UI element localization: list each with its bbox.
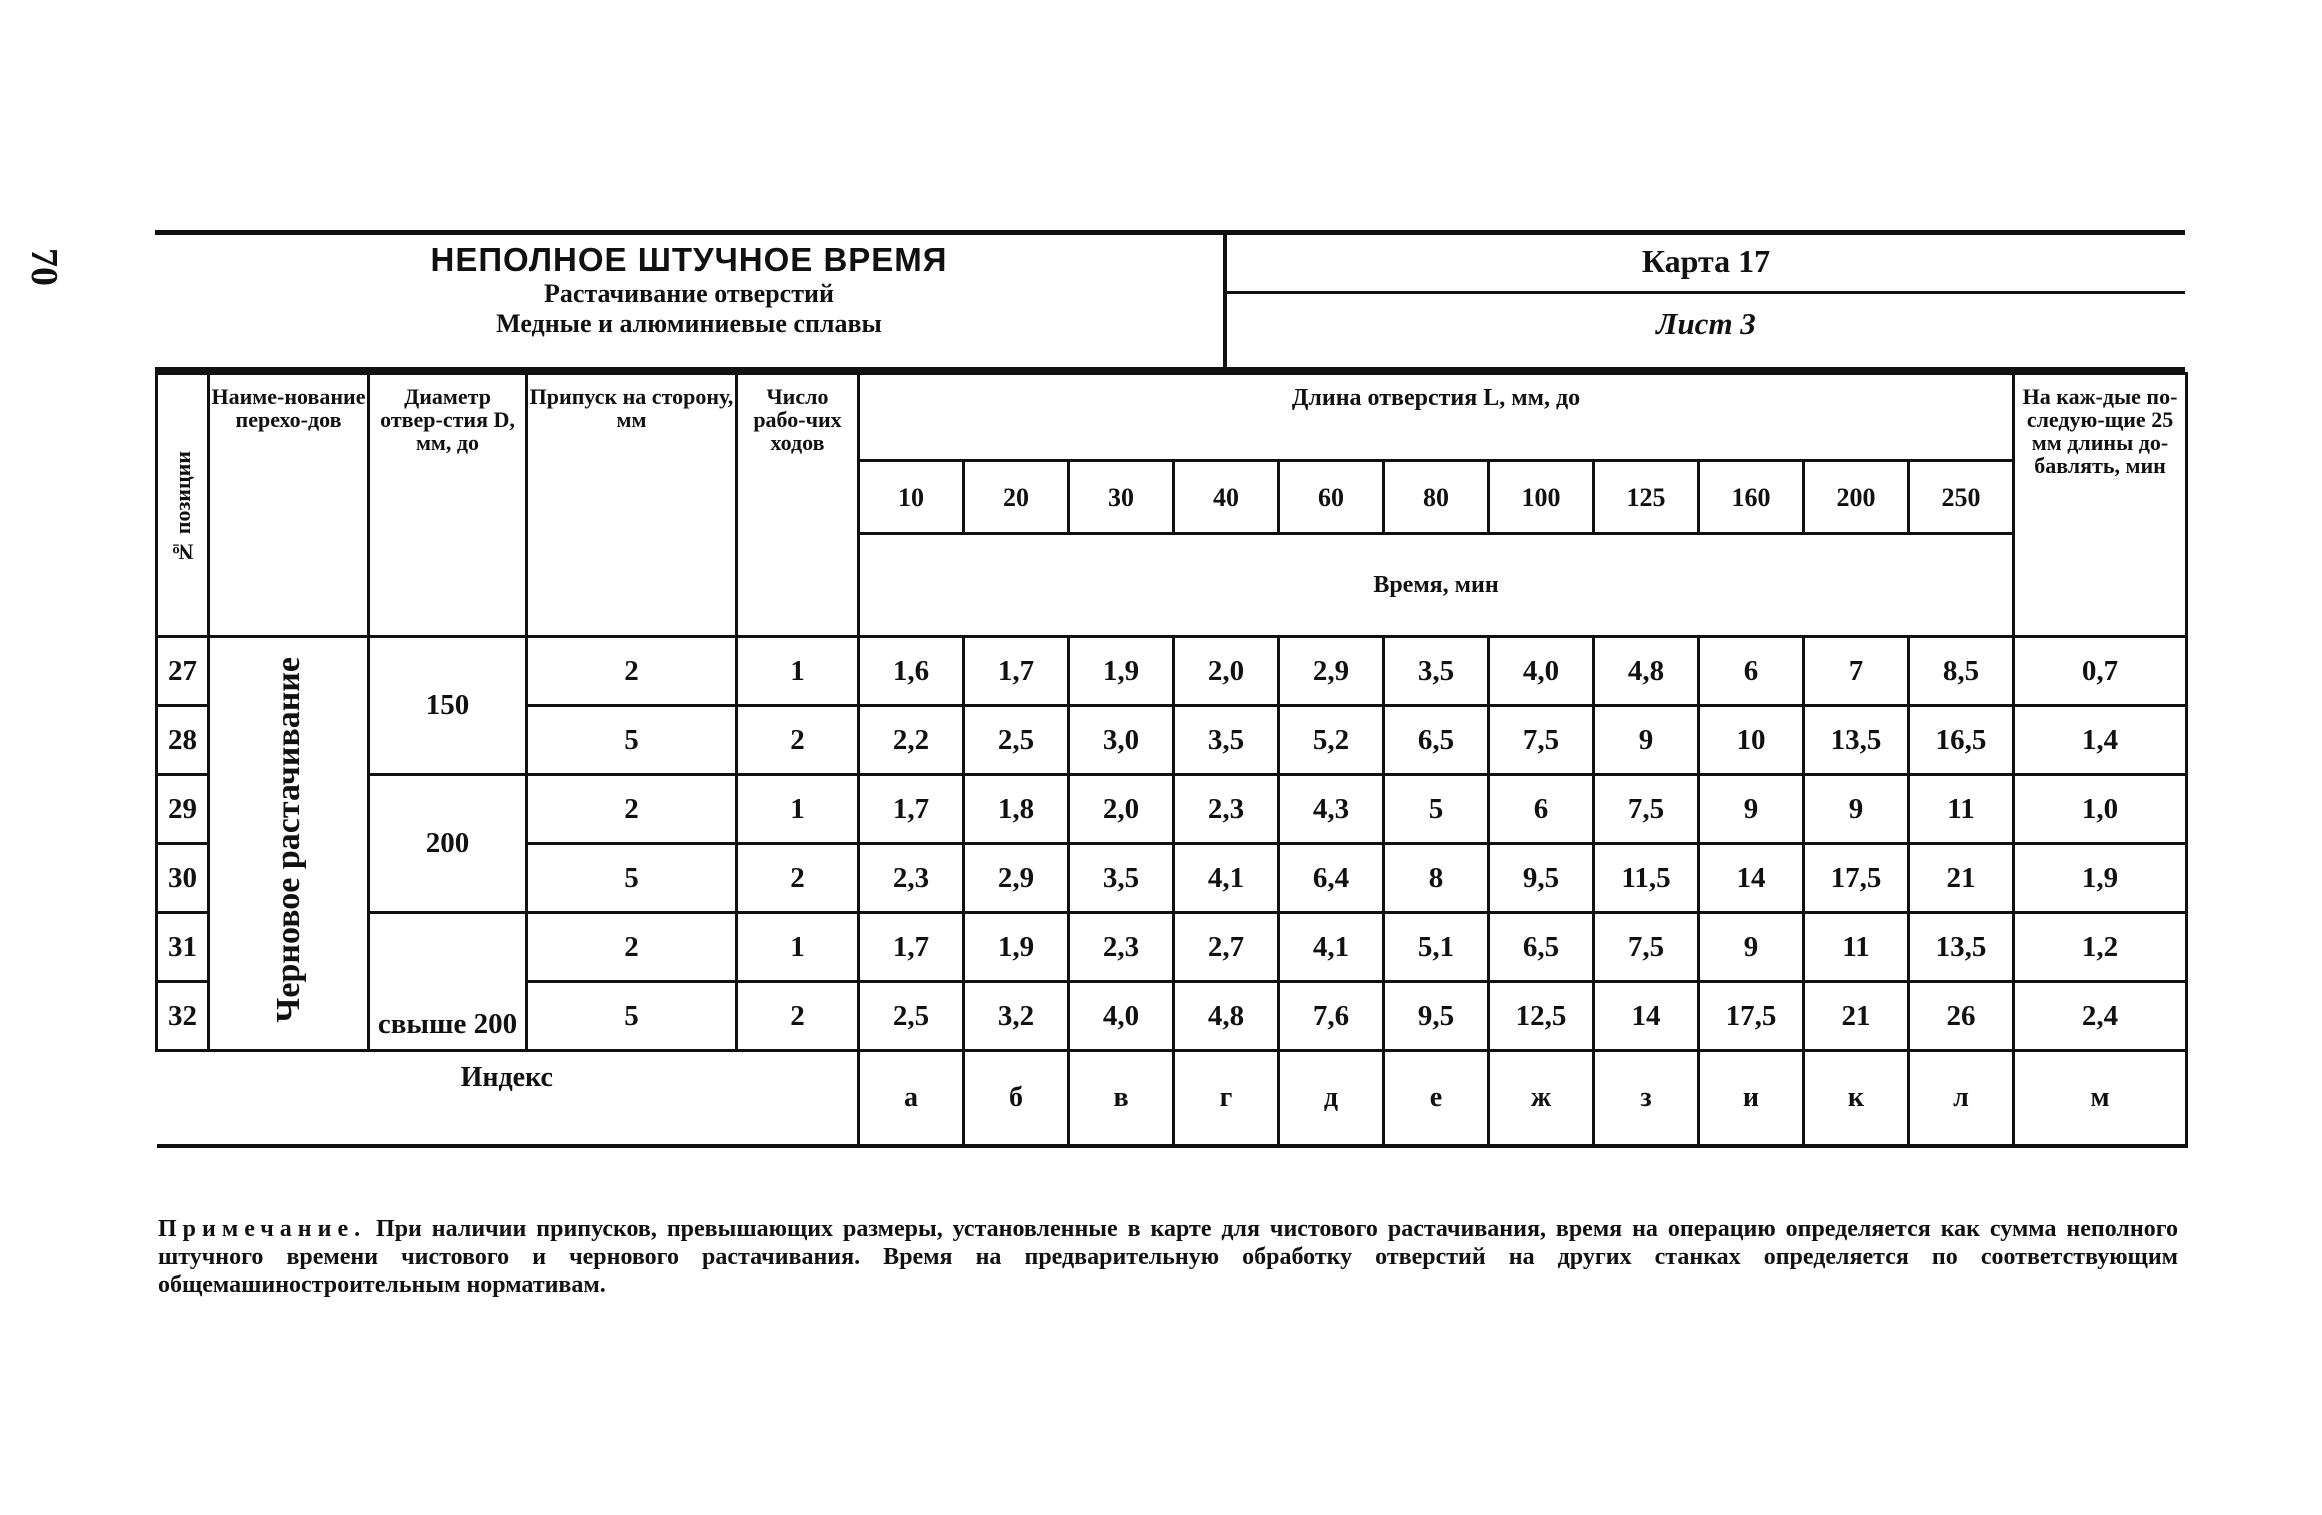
index-row <box>157 1051 2187 1147</box>
time-cell: 9,5 <box>1489 844 1594 913</box>
time-cell: 11 <box>1909 775 2014 844</box>
time-cell: 4,0 <box>1489 637 1594 706</box>
time-cell: 2,3 <box>1069 913 1174 982</box>
footnote <box>158 1215 2178 1299</box>
index-letter: м <box>2014 1051 2187 1147</box>
material-subtitle: Медные и алюминиевые сплавы <box>496 309 882 338</box>
allowance-cell: 5 <box>527 982 737 1051</box>
norm-card <box>155 230 2185 1148</box>
time-cell: 4,8 <box>1174 982 1279 1051</box>
time-cell: 13,5 <box>1909 913 2014 982</box>
header-length: Длина отверстия L, мм, до <box>859 374 2014 461</box>
time-cell: 2,2 <box>859 706 964 775</box>
sheet-number: Лист 3 <box>1656 306 1756 341</box>
time-cell: 1,7 <box>859 775 964 844</box>
time-cell: 6,5 <box>1384 706 1489 775</box>
time-cell: 16,5 <box>1909 706 2014 775</box>
allowance-cell: 5 <box>527 706 737 775</box>
time-cell: 6 <box>1489 775 1594 844</box>
position-cell: 27 <box>157 637 209 706</box>
time-table <box>155 372 2188 1148</box>
length-value-200: 200 <box>1804 461 1909 534</box>
extra-time-cell: 0,7 <box>2014 637 2187 706</box>
length-value-20: 20 <box>964 461 1069 534</box>
length-value-80: 80 <box>1384 461 1489 534</box>
index-letter: в <box>1069 1051 1174 1147</box>
time-cell: 21 <box>1804 982 1909 1051</box>
index-label: Индекс <box>157 1051 859 1147</box>
length-value-100: 100 <box>1489 461 1594 534</box>
time-cell: 14 <box>1699 844 1804 913</box>
passes-cell: 2 <box>737 706 859 775</box>
header-position: № позиции <box>157 374 209 637</box>
time-cell: 8,5 <box>1909 637 2014 706</box>
diameter-cell: свыше 200 <box>369 913 527 1051</box>
time-cell: 6 <box>1699 637 1804 706</box>
index-letter: д <box>1279 1051 1384 1147</box>
header-passes: Число рабо-чих ходов <box>737 374 859 637</box>
time-cell: 2,0 <box>1174 637 1279 706</box>
card-number: Карта 17 <box>1227 235 2185 294</box>
time-cell: 5,1 <box>1384 913 1489 982</box>
time-cell: 9 <box>1594 706 1699 775</box>
passes-cell: 2 <box>737 844 859 913</box>
header-extra: На каж-дые по-следую-щие 25 мм длины до-бавлять, мин <box>2014 374 2187 637</box>
index-letter: к <box>1804 1051 1909 1147</box>
diameter-cell: 200 <box>369 775 527 913</box>
length-value-60: 60 <box>1279 461 1384 534</box>
passes-cell: 1 <box>737 637 859 706</box>
time-cell: 4,8 <box>1594 637 1699 706</box>
position-cell: 32 <box>157 982 209 1051</box>
time-cell: 1,7 <box>859 913 964 982</box>
time-cell: 4,0 <box>1069 982 1174 1051</box>
time-cell: 5,2 <box>1279 706 1384 775</box>
index-letter: б <box>964 1051 1069 1147</box>
time-cell: 12,5 <box>1489 982 1594 1051</box>
time-cell: 4,1 <box>1279 913 1384 982</box>
index-letter: г <box>1174 1051 1279 1147</box>
length-value-40: 40 <box>1174 461 1279 534</box>
passes-cell: 1 <box>737 775 859 844</box>
time-cell: 2,0 <box>1069 775 1174 844</box>
time-cell: 10 <box>1699 706 1804 775</box>
time-cell: 2,9 <box>1279 637 1384 706</box>
time-cell: 5 <box>1384 775 1489 844</box>
time-cell: 9 <box>1804 775 1909 844</box>
time-cell: 13,5 <box>1804 706 1909 775</box>
header-diameter: Диаметр отвер-стия D, мм, до <box>369 374 527 637</box>
index-letter: л <box>1909 1051 2014 1147</box>
time-cell: 26 <box>1909 982 2014 1051</box>
time-cell: 7,5 <box>1594 775 1699 844</box>
position-cell: 30 <box>157 844 209 913</box>
index-letter: з <box>1594 1051 1699 1147</box>
time-cell: 1,6 <box>859 637 964 706</box>
extra-time-cell: 1,2 <box>2014 913 2187 982</box>
time-cell: 1,9 <box>964 913 1069 982</box>
time-cell: 4,3 <box>1279 775 1384 844</box>
time-cell: 7 <box>1804 637 1909 706</box>
time-cell: 6,4 <box>1279 844 1384 913</box>
index-letter: и <box>1699 1051 1804 1147</box>
time-cell: 4,1 <box>1174 844 1279 913</box>
header-name: Наиме-нование перехо-дов <box>209 374 369 637</box>
time-cell: 7,6 <box>1279 982 1384 1051</box>
table-row <box>157 775 2187 844</box>
time-cell: 2,5 <box>859 982 964 1051</box>
time-cell: 3,5 <box>1384 637 1489 706</box>
footnote-lead: Примечание. <box>158 1216 367 1242</box>
time-cell: 9 <box>1699 775 1804 844</box>
diameter-cell: 150 <box>369 637 527 775</box>
time-cell: 2,7 <box>1174 913 1279 982</box>
header-allowance: Припуск на сторону, мм <box>527 374 737 637</box>
position-cell: 29 <box>157 775 209 844</box>
time-cell: 1,7 <box>964 637 1069 706</box>
index-letter: ж <box>1489 1051 1594 1147</box>
time-cell: 17,5 <box>1699 982 1804 1051</box>
page-title: НЕПОЛНОЕ ШТУЧНОЕ ВРЕМЯ <box>430 241 948 278</box>
length-value-160: 160 <box>1699 461 1804 534</box>
table-row <box>157 913 2187 982</box>
index-letter: а <box>859 1051 964 1147</box>
header-time: Время, мин <box>859 534 2014 637</box>
extra-time-cell: 1,4 <box>2014 706 2187 775</box>
time-cell: 7,5 <box>1489 706 1594 775</box>
time-cell: 11,5 <box>1594 844 1699 913</box>
time-cell: 3,0 <box>1069 706 1174 775</box>
allowance-cell: 2 <box>527 637 737 706</box>
title-block <box>155 233 1225 370</box>
time-cell: 2,3 <box>859 844 964 913</box>
passes-cell: 2 <box>737 982 859 1051</box>
time-cell: 9 <box>1699 913 1804 982</box>
time-cell: 3,5 <box>1069 844 1174 913</box>
time-cell: 11 <box>1804 913 1909 982</box>
time-cell: 6,5 <box>1489 913 1594 982</box>
allowance-cell: 2 <box>527 913 737 982</box>
length-value-250: 250 <box>1909 461 2014 534</box>
footnote-text: При наличии припусков, превышающих размеры, установленные в карте для чистового растачивания, время на операцию определяется как сумма неполного штучного времени чистового и чернового растачивания. Время на предварительную обработку отверстий на других станках определяется по соответствующим общемашиностроительным нормативам. <box>158 1216 2178 1298</box>
allowance-cell: 5 <box>527 844 737 913</box>
time-cell: 7,5 <box>1594 913 1699 982</box>
length-value-125: 125 <box>1594 461 1699 534</box>
time-cell: 1,8 <box>964 775 1069 844</box>
time-cell: 3,2 <box>964 982 1069 1051</box>
length-value-30: 30 <box>1069 461 1174 534</box>
time-cell: 2,3 <box>1174 775 1279 844</box>
time-cell: 17,5 <box>1804 844 1909 913</box>
passes-cell: 1 <box>737 913 859 982</box>
time-cell: 14 <box>1594 982 1699 1051</box>
table-row <box>157 637 2187 706</box>
time-cell: 1,9 <box>1069 637 1174 706</box>
index-letter: е <box>1384 1051 1489 1147</box>
extra-time-cell: 1,9 <box>2014 844 2187 913</box>
time-cell: 2,9 <box>964 844 1069 913</box>
card-header <box>155 230 2185 372</box>
length-value-10: 10 <box>859 461 964 534</box>
card-block <box>1225 233 2185 370</box>
time-cell: 8 <box>1384 844 1489 913</box>
position-cell: 31 <box>157 913 209 982</box>
time-cell: 3,5 <box>1174 706 1279 775</box>
time-cell: 9,5 <box>1384 982 1489 1051</box>
page-subtitle: Растачивание отверстий <box>544 279 834 308</box>
position-cell: 28 <box>157 706 209 775</box>
extra-time-cell: 2,4 <box>2014 982 2187 1051</box>
page-number: 70 <box>23 248 65 286</box>
extra-time-cell: 1,0 <box>2014 775 2187 844</box>
time-cell: 21 <box>1909 844 2014 913</box>
time-cell: 2,5 <box>964 706 1069 775</box>
operation-cell: Черновое растачивание <box>209 637 369 1051</box>
allowance-cell: 2 <box>527 775 737 844</box>
